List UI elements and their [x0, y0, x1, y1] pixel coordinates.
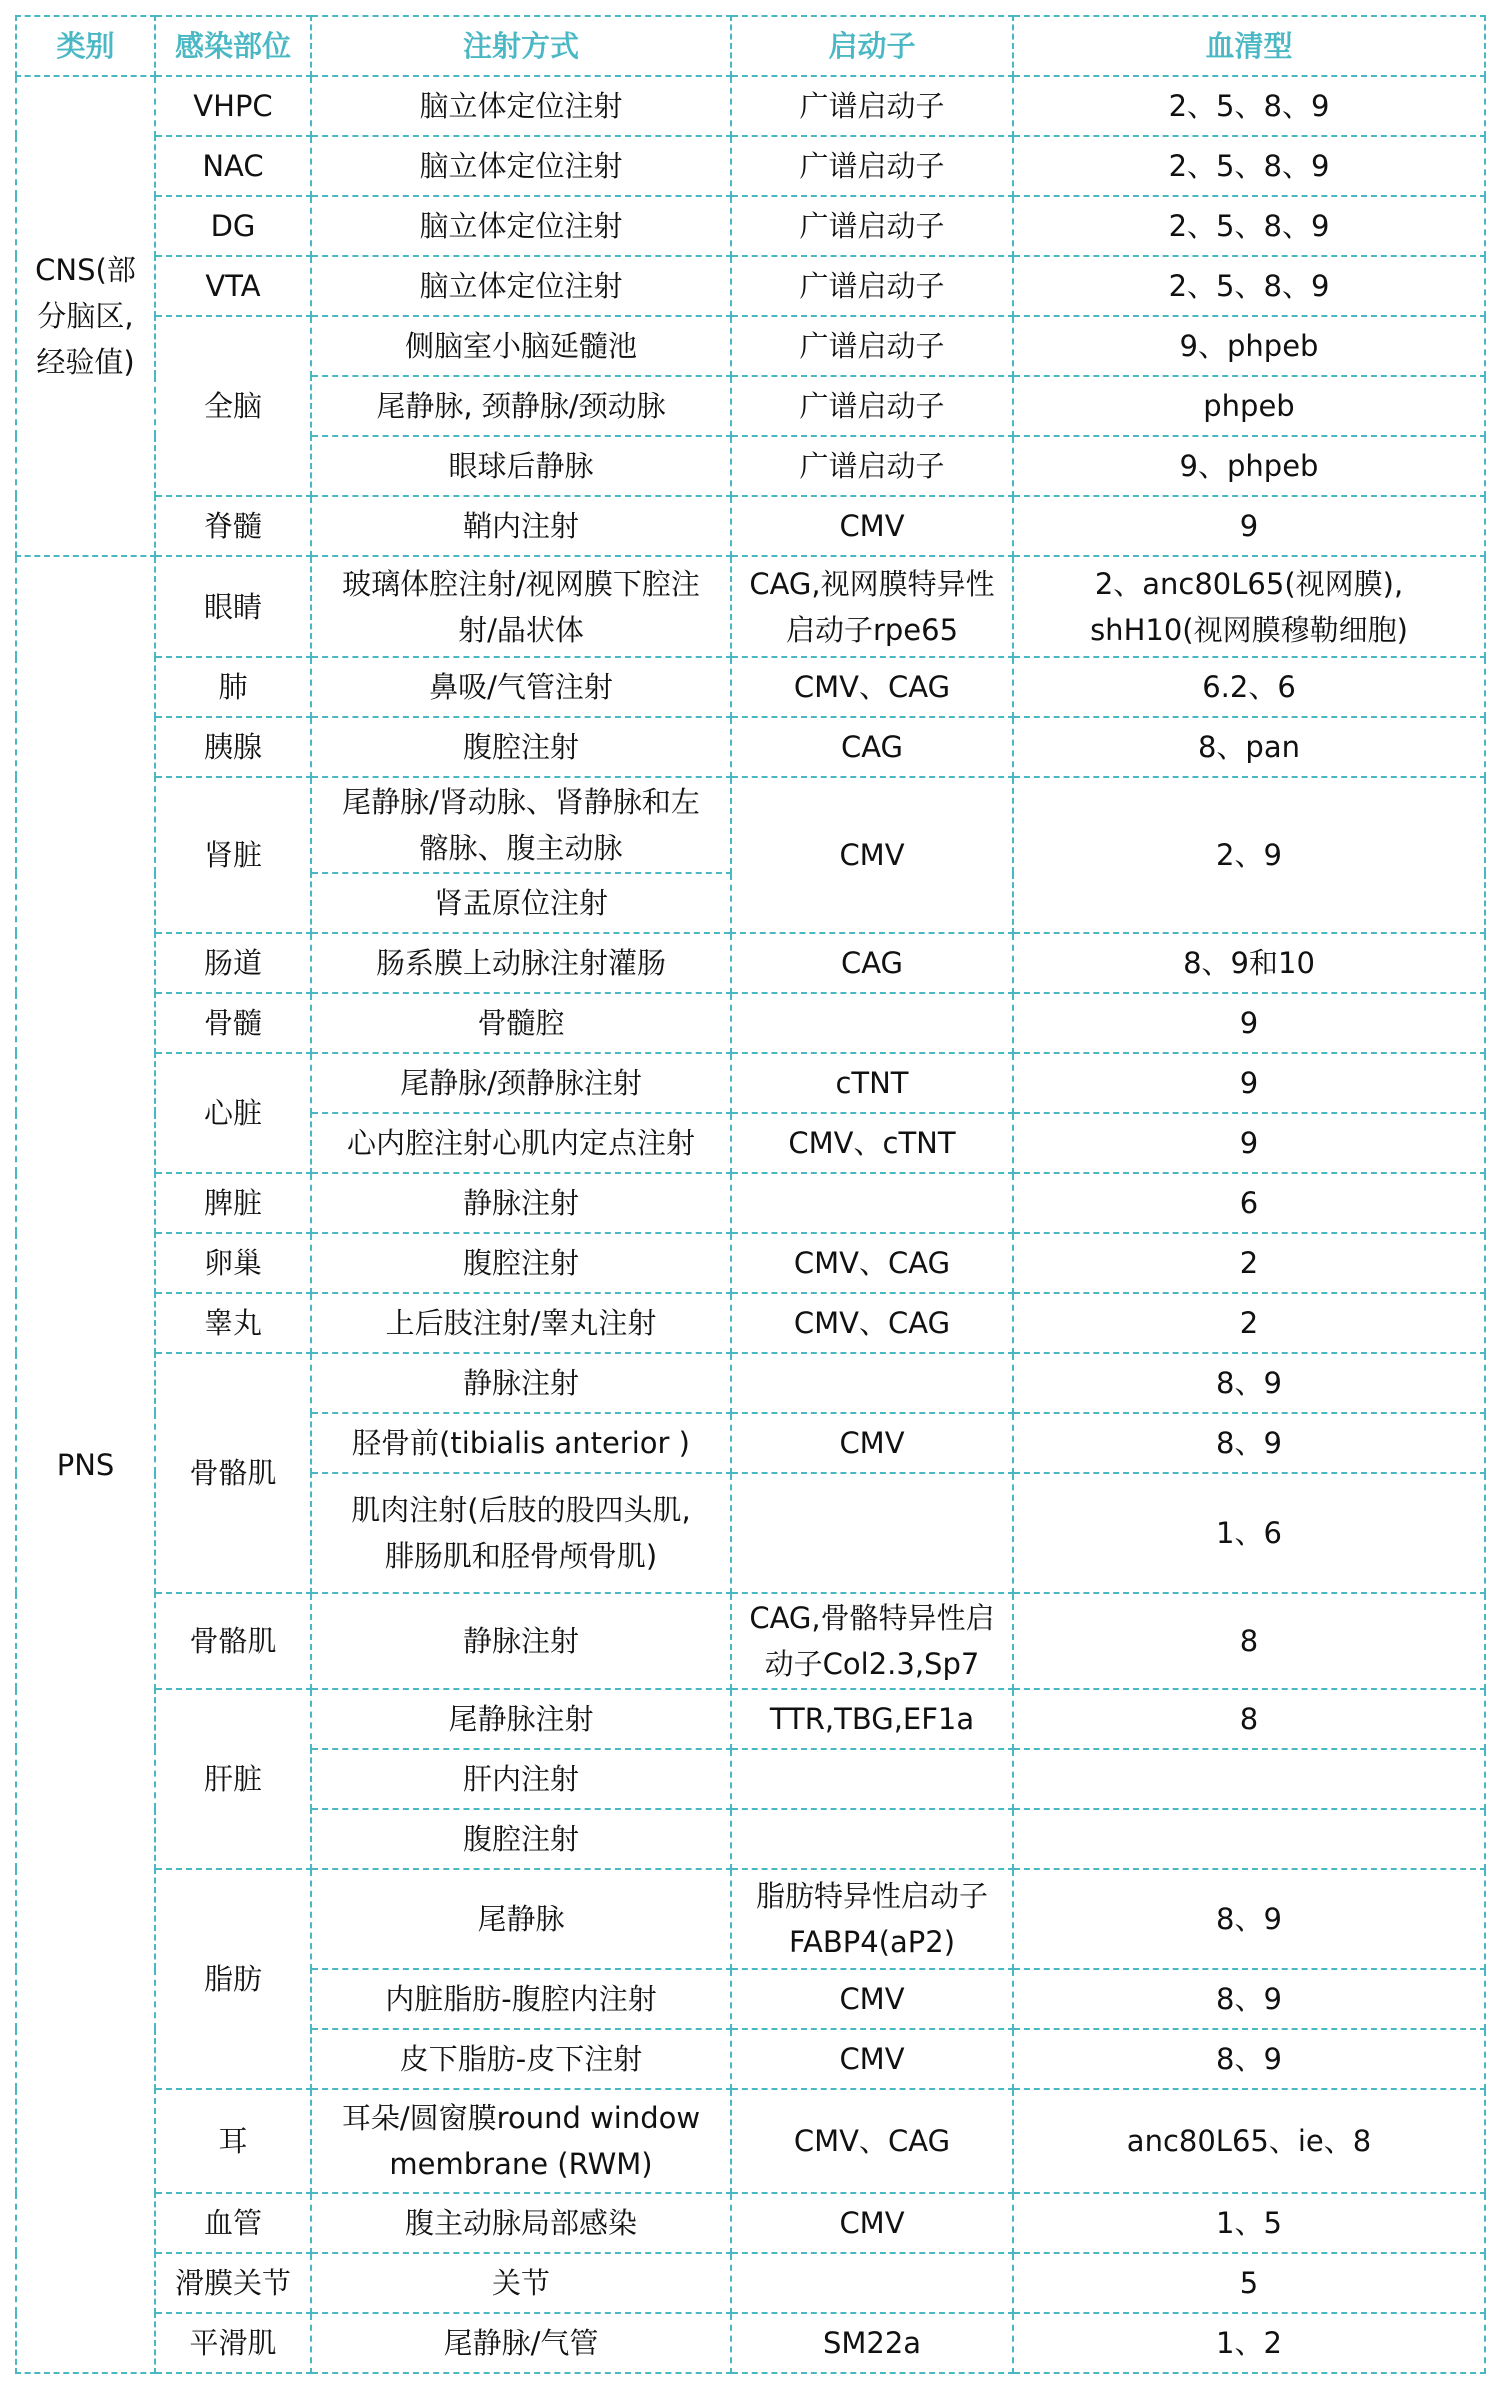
text-line: 髂脉、腹主动脉	[419, 831, 623, 865]
table-row	[16, 496, 1485, 556]
group-label-line: CNS(部	[35, 253, 136, 287]
promoter-cell: CAG	[731, 933, 1013, 993]
injection-cell: 脑立体定位注射	[311, 196, 731, 256]
serotype-cell: 8、9	[1013, 2029, 1485, 2089]
serotype-cell: phpeb	[1013, 376, 1485, 436]
serotype-cell	[1013, 556, 1485, 657]
serotype-cell: 2	[1013, 1233, 1485, 1293]
promoter-cell: SM22a	[731, 2313, 1013, 2373]
injection-cell: 尾静脉注射	[311, 1689, 731, 1749]
table-row	[16, 2089, 1485, 2193]
promoter-cell: CAG	[731, 717, 1013, 777]
promoter-cell	[731, 2253, 1013, 2313]
aav-serotype-table	[15, 15, 1486, 2374]
serotype-cell: 5	[1013, 2253, 1485, 2313]
table-row	[16, 657, 1485, 717]
text-line: 脂肪特异性启动子	[755, 1879, 988, 1913]
promoter-cell: CMV	[731, 496, 1013, 556]
promoter-cell: CMV、CAG	[731, 657, 1013, 717]
serotype-cell: 9	[1013, 1113, 1485, 1173]
injection-cell: 皮下脂肪-皮下注射	[311, 2029, 731, 2089]
promoter-cell: TTR,TBG,EF1a	[731, 1689, 1013, 1749]
promoter-cell	[731, 1749, 1013, 1809]
table-row	[16, 777, 1485, 873]
injection-cell: 肠系膜上动脉注射灌肠	[311, 933, 731, 993]
serotype-cell: 8、9	[1013, 1969, 1485, 2029]
serotype-cell: 8	[1013, 1593, 1485, 1689]
site-cell: 脾脏	[155, 1173, 311, 1233]
promoter-cell: 广谱启动子	[731, 436, 1013, 496]
serotype-cell: 8	[1013, 1689, 1485, 1749]
injection-cell: 脑立体定位注射	[311, 256, 731, 316]
text-line: CAG,视网膜特异性	[749, 566, 995, 601]
text-line: shH10(视网膜穆勒细胞)	[1090, 612, 1408, 647]
promoter-cell	[731, 1809, 1013, 1869]
injection-cell: 内脏脂肪-腹腔内注射	[311, 1969, 731, 2029]
serotype-cell: 8、pan	[1013, 717, 1485, 777]
serotype-cell: 2、5、8、9	[1013, 196, 1485, 256]
serotype-cell: 8、9	[1013, 1413, 1485, 1473]
promoter-cell: CMV、CAG	[731, 2089, 1013, 2193]
injection-cell: 腹腔注射	[311, 1809, 731, 1869]
serotype-cell: 2、5、8、9	[1013, 136, 1485, 196]
site-cell: 肠道	[155, 933, 311, 993]
promoter-cell	[731, 556, 1013, 657]
table-row	[16, 993, 1485, 1053]
promoter-cell: CMV、CAG	[731, 1233, 1013, 1293]
table-row	[16, 1869, 1485, 1969]
text-line: 动子Col2.3,Sp7	[764, 1647, 980, 1681]
promoter-cell	[731, 1869, 1013, 1969]
promoter-cell: 广谱启动子	[731, 376, 1013, 436]
promoter-cell: 广谱启动子	[731, 196, 1013, 256]
serotype-cell: 8、9和10	[1013, 933, 1485, 993]
injection-cell: 鼻吸/气管注射	[311, 657, 731, 717]
table-row	[16, 1689, 1485, 1749]
text-line: 2、anc80L65(视网膜),	[1094, 566, 1404, 601]
site-cell: 脊髓	[155, 496, 311, 556]
promoter-cell	[731, 1593, 1013, 1689]
text-line: 尾静脉/肾动脉、肾静脉和左	[342, 785, 700, 819]
promoter-cell: CMV、cTNT	[731, 1113, 1013, 1173]
site-cell: 耳	[155, 2089, 311, 2193]
table-row	[16, 1173, 1485, 1233]
injection-cell	[311, 777, 731, 873]
promoter-cell: 广谱启动子	[731, 316, 1013, 376]
table-row	[16, 1233, 1485, 1293]
serotype-cell	[1013, 1749, 1485, 1809]
promoter-cell	[731, 993, 1013, 1053]
promoter-cell: cTNT	[731, 1053, 1013, 1113]
promoter-cell: CMV	[731, 2193, 1013, 2253]
table-row	[16, 556, 1485, 657]
injection-cell: 腹腔注射	[311, 717, 731, 777]
injection-cell: 尾静脉, 颈静脉/颈动脉	[311, 376, 731, 436]
header-category: 类别	[16, 16, 155, 76]
injection-cell: 静脉注射	[311, 1593, 731, 1689]
site-cell: 胰腺	[155, 717, 311, 777]
table-row	[16, 256, 1485, 316]
table-row	[16, 196, 1485, 256]
serotype-cell: 1、5	[1013, 2193, 1485, 2253]
header-injection: 注射方式	[311, 16, 731, 76]
promoter-cell: 广谱启动子	[731, 256, 1013, 316]
serotype-cell: 9	[1013, 993, 1485, 1053]
injection-cell	[311, 2089, 731, 2193]
table-row	[16, 2313, 1485, 2373]
injection-cell: 鞘内注射	[311, 496, 731, 556]
site-cell: 肾脏	[155, 777, 311, 933]
promoter-cell: CMV	[731, 1969, 1013, 2029]
injection-cell: 骨髓腔	[311, 993, 731, 1053]
promoter-cell	[731, 1173, 1013, 1233]
table-row	[16, 2253, 1485, 2313]
injection-cell: 肝内注射	[311, 1749, 731, 1809]
injection-cell	[311, 1473, 731, 1593]
text-line: 肌肉注射(后肢的股四头肌,	[351, 1493, 691, 1527]
site-cell: 卵巢	[155, 1233, 311, 1293]
injection-cell: 尾静脉	[311, 1869, 731, 1969]
site-cell: 眼睛	[155, 556, 311, 657]
table-row	[16, 1353, 1485, 1413]
group-label-line: 经验值)	[36, 345, 135, 379]
serotype-cell: 9、phpeb	[1013, 316, 1485, 376]
promoter-cell: 广谱启动子	[731, 76, 1013, 136]
promoter-cell: CMV	[731, 777, 1013, 933]
table-row	[16, 136, 1485, 196]
injection-cell: 关节	[311, 2253, 731, 2313]
text-line: 腓肠肌和胫骨颅骨肌)	[384, 1539, 658, 1573]
group-pns: PNS	[16, 556, 155, 2373]
injection-cell: 侧脑室小脑延髓池	[311, 316, 731, 376]
text-line: membrane (RWM)	[389, 2147, 653, 2181]
serotype-cell	[1013, 1809, 1485, 1869]
site-cell: 血管	[155, 2193, 311, 2253]
site-cell: VHPC	[155, 76, 311, 136]
site-cell: 肺	[155, 657, 311, 717]
site-cell: NAC	[155, 136, 311, 196]
injection-cell: 脑立体定位注射	[311, 136, 731, 196]
serotype-cell: 2、5、8、9	[1013, 76, 1485, 136]
promoter-cell: CMV	[731, 2029, 1013, 2089]
serotype-cell: 1、6	[1013, 1473, 1485, 1593]
promoter-cell: CMV、CAG	[731, 1293, 1013, 1353]
promoter-cell: CMV	[731, 1413, 1013, 1473]
text-line: 耳朵/圆窗膜round window	[341, 2101, 701, 2135]
group-cns	[16, 76, 155, 556]
text-line: CAG,骨骼特异性启	[749, 1601, 995, 1635]
table-row	[16, 1053, 1485, 1113]
serotype-cell: 6.2、6	[1013, 657, 1485, 717]
site-cell: VTA	[155, 256, 311, 316]
injection-cell: 静脉注射	[311, 1353, 731, 1413]
injection-cell: 脑立体定位注射	[311, 76, 731, 136]
group-label-line: 分脑区,	[37, 299, 134, 333]
serotype-cell: 9	[1013, 1053, 1485, 1113]
promoter-cell: 广谱启动子	[731, 136, 1013, 196]
site-cell: 平滑肌	[155, 2313, 311, 2373]
injection-cell: 上后肢注射/睾丸注射	[311, 1293, 731, 1353]
injection-cell: 静脉注射	[311, 1173, 731, 1233]
serotype-cell: anc80L65、ie、8	[1013, 2089, 1485, 2193]
header-site: 感染部位	[155, 16, 311, 76]
site-cell: 脂肪	[155, 1869, 311, 2089]
serotype-cell: 9、phpeb	[1013, 436, 1485, 496]
site-cell: DG	[155, 196, 311, 256]
promoter-cell	[731, 1353, 1013, 1413]
serotype-cell: 9	[1013, 496, 1485, 556]
header-serotype: 血清型	[1013, 16, 1485, 76]
serotype-cell: 8、9	[1013, 1353, 1485, 1413]
injection-cell: 腹主动脉局部感染	[311, 2193, 731, 2253]
table-row	[16, 717, 1485, 777]
serotype-cell: 1、2	[1013, 2313, 1485, 2373]
injection-cell: 腹腔注射	[311, 1233, 731, 1293]
injection-cell: 肾盂原位注射	[311, 873, 731, 933]
injection-cell: 尾静脉/气管	[311, 2313, 731, 2373]
table-row	[16, 1293, 1485, 1353]
site-cell: 骨骼肌	[155, 1593, 311, 1689]
injection-cell: 尾静脉/颈静脉注射	[311, 1053, 731, 1113]
table-row	[16, 76, 1485, 136]
injection-cell: 胫骨前(tibialis anterior )	[311, 1413, 731, 1473]
site-cell: 骨髓	[155, 993, 311, 1053]
header-promoter: 启动子	[731, 16, 1013, 76]
site-cell: 睾丸	[155, 1293, 311, 1353]
table-row	[16, 933, 1485, 993]
promoter-cell	[731, 1473, 1013, 1593]
serotype-cell: 8、9	[1013, 1869, 1485, 1969]
injection-cell: 眼球后静脉	[311, 436, 731, 496]
serotype-cell: 2、9	[1013, 777, 1485, 933]
serotype-cell: 6	[1013, 1173, 1485, 1233]
table-row	[16, 1593, 1485, 1689]
site-cell: 肝脏	[155, 1689, 311, 1869]
text-line: 启动子rpe65	[785, 612, 959, 647]
serotype-cell: 2、5、8、9	[1013, 256, 1485, 316]
serotype-cell: 2	[1013, 1293, 1485, 1353]
injection-cell: 心内腔注射心肌内定点注射	[311, 1113, 731, 1173]
site-cell: 全脑	[155, 316, 311, 496]
injection-cell	[311, 556, 731, 657]
site-cell: 滑膜关节	[155, 2253, 311, 2313]
text-line: 玻璃体腔注射/视网膜下腔注	[342, 566, 700, 601]
site-cell: 骨骼肌	[155, 1353, 311, 1593]
table-row	[16, 316, 1485, 376]
header-row	[16, 16, 1485, 76]
table-row	[16, 2193, 1485, 2253]
site-cell: 心脏	[155, 1053, 311, 1173]
text-line: 射/晶状体	[458, 612, 584, 647]
text-line: FABP4(aP2)	[788, 1925, 956, 1959]
